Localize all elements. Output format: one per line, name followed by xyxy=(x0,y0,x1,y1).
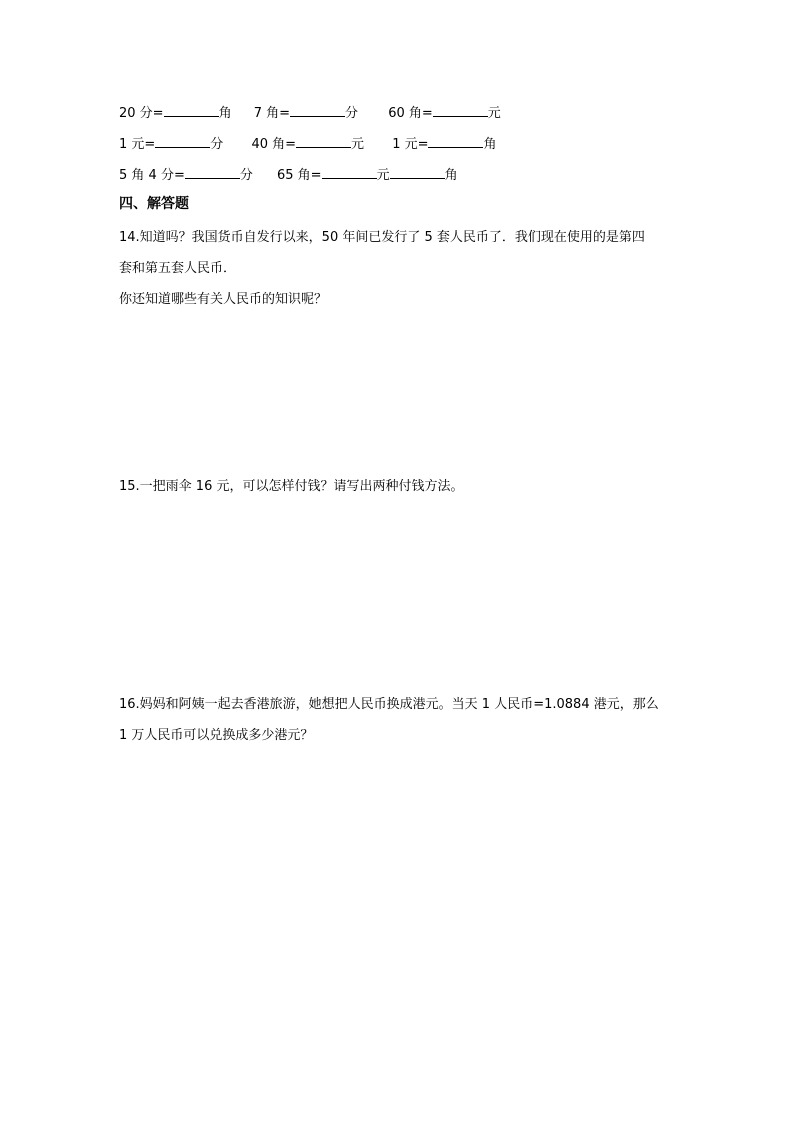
fill-unit: 元 xyxy=(487,106,501,121)
answer-blank[interactable] xyxy=(433,104,488,117)
answer-blank[interactable] xyxy=(322,166,377,179)
question-14-line-1: 14.知道吗？我国货币自发行以来，50 年间已发行了 5 套人民币了．我们现在使用的是第四 xyxy=(119,230,645,245)
fill-unit: 元 xyxy=(351,137,365,152)
fill-prompt: 40 角= xyxy=(251,137,297,152)
section-heading: 四、解答题 xyxy=(119,196,189,212)
fill-row-3 xyxy=(119,166,458,185)
fill-item xyxy=(254,104,358,123)
fill-item xyxy=(119,166,253,185)
fill-item xyxy=(251,135,364,154)
question-15-line-1: 15.一把雨伞 16 元，可以怎样付钱？请写出两种付钱方法。 xyxy=(119,479,464,494)
answer-blank[interactable] xyxy=(296,135,351,148)
fill-prompt: 5 角 4 分= xyxy=(119,168,185,183)
fill-item xyxy=(392,135,496,154)
question-16-line-2: 1 万人民币可以兑换成多少港元？ xyxy=(119,728,314,743)
fill-unit: 分 xyxy=(210,137,224,152)
fill-row-2 xyxy=(119,135,497,154)
question-14-line-2: 套和第五套人民币． xyxy=(119,261,237,276)
fill-unit: 分 xyxy=(239,168,253,183)
fill-item xyxy=(119,135,223,154)
fill-item xyxy=(388,104,501,123)
fill-item xyxy=(277,166,458,185)
answer-blank[interactable] xyxy=(428,135,483,148)
fill-prompt: 20 分= xyxy=(119,106,164,121)
question-14-line-3: 你还知道哪些有关人民币的知识呢？ xyxy=(119,292,328,307)
answer-blank[interactable] xyxy=(155,135,210,148)
answer-blank[interactable] xyxy=(390,166,445,179)
fill-item xyxy=(119,104,232,123)
answer-blank[interactable] xyxy=(185,166,240,179)
answer-blank[interactable] xyxy=(290,104,345,117)
fill-prompt: 60 角= xyxy=(388,106,433,121)
question-16-line-1: 16.妈妈和阿姨一起去香港旅游，她想把人民币换成港元。当天 1 人民币=1.0884 港元，那么 xyxy=(119,697,659,712)
fill-prompt: 1 元= xyxy=(119,137,156,152)
fill-prompt: 65 角= xyxy=(277,168,322,183)
fill-unit: 元 xyxy=(376,168,390,183)
fill-unit: 角 xyxy=(218,106,232,121)
fill-prompt: 7 角= xyxy=(253,106,291,121)
fill-row-1 xyxy=(119,104,501,123)
answer-blank[interactable] xyxy=(164,104,219,117)
fill-unit: 角 xyxy=(444,168,458,183)
fill-unit: 角 xyxy=(483,137,497,152)
fill-prompt: 1 元= xyxy=(392,137,429,152)
fill-unit: 分 xyxy=(345,106,359,121)
